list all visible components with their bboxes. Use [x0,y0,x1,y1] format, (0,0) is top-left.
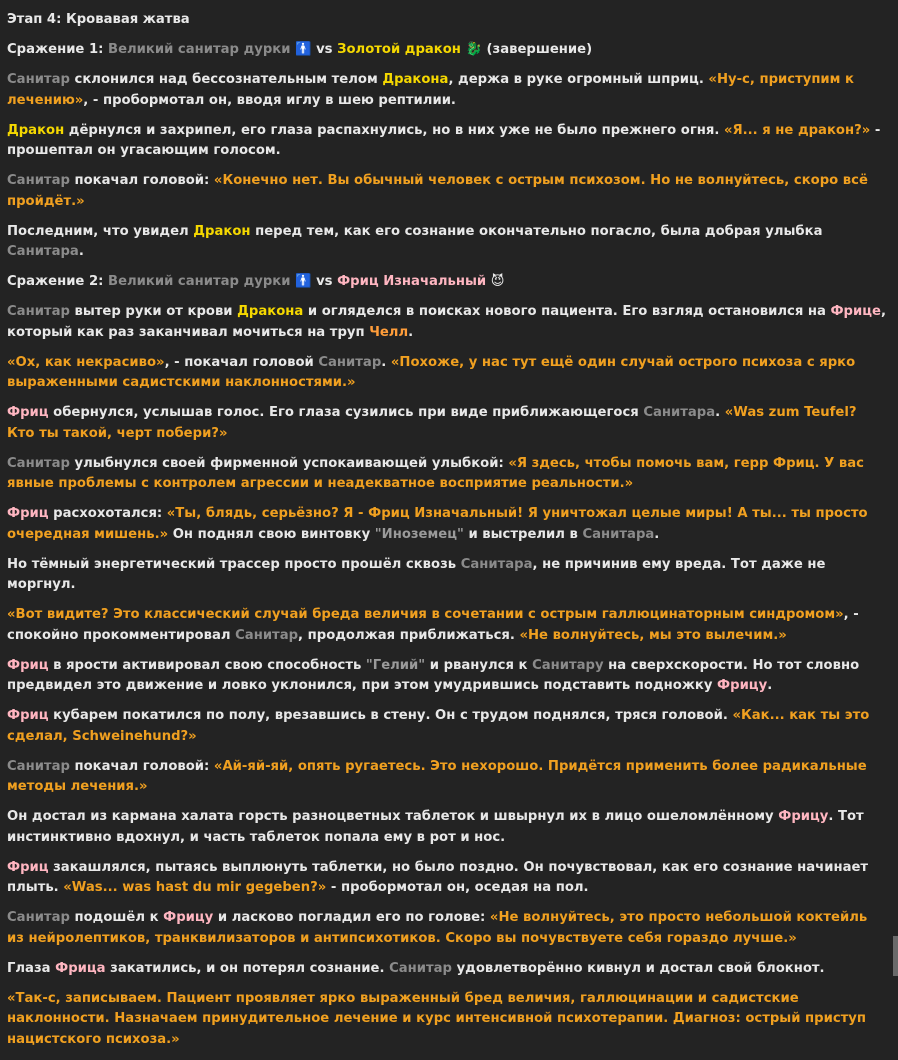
story-paragraph [7,807,887,848]
narration-text: Он достал из кармана халата горсть разноцветных таблеток и швырнул их в лицо ошеломлённому [7,809,779,824]
name-fritz: Фрице [830,304,881,319]
story-paragraph [7,504,887,545]
narration-text: и огляделся в поисках нового пациента. Его взгляд остановился на [303,304,831,319]
battle-2-fighter-b: Фриц Изначальный [337,274,487,289]
name-sanitar: Санитара [582,526,655,542]
quote: «Как... как ты это сделал, Schweinehund?» [7,708,870,744]
quote: «Так-с, записываем. Пациент проявляет ярко выраженный бред величия, галлюцинации и садистские наклонности. Назначаем принудительное лечение и курс интенсивной психотерапии. Диагноз: острый приступ нацистского психоза.» [7,990,866,1047]
story-paragraph [7,605,887,646]
battle-1-fighter-a: Великий санитар дурки [108,42,291,57]
narration-text: . [715,405,725,420]
quote: «Не волнуйтесь, это просто небольшой коктейль из нейролептиков, транквилизаторов и антипсихотиков. Скоро вы почувствуете себя гораздо лучше.» [7,910,868,946]
narration-text: закатились, и он потерял сознание. [105,960,390,976]
narration-text: - прошептал он угасающим голосом. [7,122,881,158]
name-sanitar: Санитара [460,556,533,572]
quote: «Вот видите? Это классический случай бреда величия в сочетании с острым галлюцинаторным синдромом» [7,607,844,622]
battle-2-vs: vs [316,274,333,289]
name-sanitar: Санитара [643,405,716,420]
narration-text: , - покачал головой [164,354,319,370]
story-paragraph [7,706,887,747]
quote: «Конечно нет. Вы обычный человек с острым психозом. Но не волнуйтесь, скоро всё пройдёт.» [7,173,868,209]
story-paragraph [7,302,887,343]
story-paragraph [7,403,887,444]
narration-text: , продолжая приближаться. [298,627,520,643]
narration-text: - пробормотал он, оседая на пол. [326,880,589,895]
narration-text: Последним, что увидел [7,223,194,239]
name-fritz: Фриц [7,405,49,420]
narration-text: подошёл к [69,910,164,925]
narration-text: расхохотался: [48,506,167,521]
narration-text: в ярости активировал свою способность [48,657,366,673]
scrollbar-thumb[interactable] [893,936,898,976]
name-fritz: Фриц [7,657,49,673]
story-paragraph [7,656,887,697]
quote: «Ай-яй-яй, опять ругаетесь. Это нехорошо. Придётся применить более радикальные методы лечения.» [7,758,867,794]
name-fritz: Фрицу [717,678,768,693]
narration-text: кубарем покатился по полу, врезавшись в стену. Он с трудом поднялся, тряся головой. [48,708,733,723]
narration-text: . [78,244,84,259]
narration-text: . [767,678,773,693]
name-dragon: Дракон [193,223,251,239]
name-fritz: Фриц [7,859,49,875]
narration-text: Глаза [7,960,56,976]
battle-1-prefix: Сражение 1: [7,42,104,57]
quote: «Я здесь, чтобы помочь вам, герр Фриц. У вас явные проблемы с контролем агрессии и неадекватное восприятие реальности.» [7,455,864,491]
narration-text: и рванулся к [425,657,533,673]
name-sanitar: Санитар [7,304,70,319]
narration-text: покачал головой: [69,758,214,774]
quote: «Я... я не дракон?» [723,122,871,138]
name-sanitar: Санитар [389,960,452,976]
name-fritz: Фриц [7,506,49,521]
story-paragraph [7,454,887,495]
narration-text: Но тёмный энергетический трассер просто прошёл сквозь [7,556,461,572]
narration-text: перед тем, как его сознание окончательно погасло, была добрая улыбка [250,223,823,239]
story-paragraph [7,858,887,899]
story-paragraph [7,70,887,111]
restroom-icon: 🚹 [295,42,312,57]
narration-text: вытер руки от крови [69,304,238,319]
narration-text: , который как раз заканчивал мочиться на труп [7,304,886,340]
quote: «Похоже, у нас тут ещё один случай острого психоза с ярко выраженными садистскими наклонностями.» [7,354,856,390]
name-dragon: Дракона [237,304,304,319]
stage-title: Этап 4: Кровавая жатва [7,12,190,27]
name-sanitar: Санитар [7,455,70,471]
battle-2-heading [7,272,887,293]
narration-text: обернулся, услышав голос. Его глаза сузились при виде приближающегося [48,405,644,420]
name-dragon: Дракон [7,122,65,138]
quoted-term: "Иноземец" [374,526,464,542]
devil-icon: 😈 [490,274,505,289]
narration-text: . [381,354,391,370]
battle-1-vs: vs [316,42,333,57]
quote: «Ну-с, приступим к лечению» [7,72,854,108]
narration-text: удовлетворённо кивнул и достал свой блокнот. [451,960,825,976]
battle-1-suffix: (завершение) [486,42,593,57]
battle-2-fighter-a: Великий санитар дурки [108,274,291,289]
quote: «Ты, блядь, серьёзно? Я - Фриц Изначальный! Я уничтожал целые миры! А ты... ты просто очередная мишень.» [7,506,868,542]
name-dragon: Дракона [382,72,449,87]
narration-text: дёрнулся и захрипел, его глаза распахнулись, но в них уже не было прежнего огня. [64,122,724,138]
battle-1-fighter-b: Золотой дракон [337,42,461,57]
narration-text: . [408,324,414,340]
name-fritz: Фрицу [778,809,829,824]
narration-text: Он поднял свою винтовку [168,526,375,542]
name-sanitar: Санитар [7,173,70,188]
quote: «Ох, как некрасиво» [7,354,165,370]
name-fritz: Фриц [7,708,49,723]
story-paragraph [7,555,887,596]
name-sanitar: Санитар [7,910,70,925]
story-paragraph [7,171,887,212]
name-sanitar: Санитар [7,72,70,87]
narration-text: , - спокойно прокомментировал [7,607,859,643]
story-paragraph [7,121,887,162]
quote: «Не волнуйтесь, мы это вылечим.» [519,627,787,643]
message-content [7,10,887,1060]
narration-text: закашлялся, пытаясь выплюнуть таблетки, но было поздно. Он почувствовал, как его сознание начинает плыть. [7,859,869,895]
battle-1-heading [7,40,887,61]
narration-text: , не причинив ему вреда. Тот даже не моргнул. [7,556,826,592]
narration-text: покачал головой: [69,173,214,188]
narration-text: склонился над бессознательным телом [69,72,383,87]
battle-2-prefix: Сражение 2: [7,274,104,289]
story-body [7,70,887,1050]
name-sanitar: Санитара [7,244,79,259]
narration-text: , - пробормотал он, вводя иглу в шею рептилии. [83,92,456,108]
story-paragraph [7,908,887,949]
quoted-term: "Гелий" [365,657,426,673]
narration-text: и выстрелил в [463,526,583,542]
story-paragraph [7,757,887,798]
quote: «Was zum Teufel? Кто ты такой, черт побери?» [7,405,857,441]
dragon-icon: 🐉 [465,42,482,57]
narration-text: улыбнулся своей фирменной успокаивающей улыбкой: [69,455,509,471]
name-sanitar: Санитар [7,758,70,774]
narration-text: и ласково погладил его по голове: [213,910,490,925]
name-fritz: Фрица [55,960,106,976]
narration-text: . Тот инстинктивно вдохнул, и часть таблеток попала ему в рот и нос. [7,809,864,845]
narration-text: . [654,526,660,542]
name-sanitar: Санитар [235,627,299,643]
story-paragraph [7,353,887,394]
narration-text: на сверхскорости. Но тот словно предвидел это движение и ловко уклонился, при этом умудрившись подставить подножку [7,657,860,693]
story-paragraph [7,222,887,263]
narration-text: , держа в руке огромный шприц. [448,72,709,87]
name-sanitar: Санитару [532,657,604,673]
quote: «Was... was hast du mir gegeben?» [63,880,327,895]
name-fritz: Фрицу [163,910,214,925]
restroom-icon: 🚹 [295,274,312,289]
name-chell: Челл [369,324,409,340]
story-paragraph [7,959,887,980]
name-sanitar: Санитар [318,354,382,370]
story-paragraph [7,989,887,1051]
